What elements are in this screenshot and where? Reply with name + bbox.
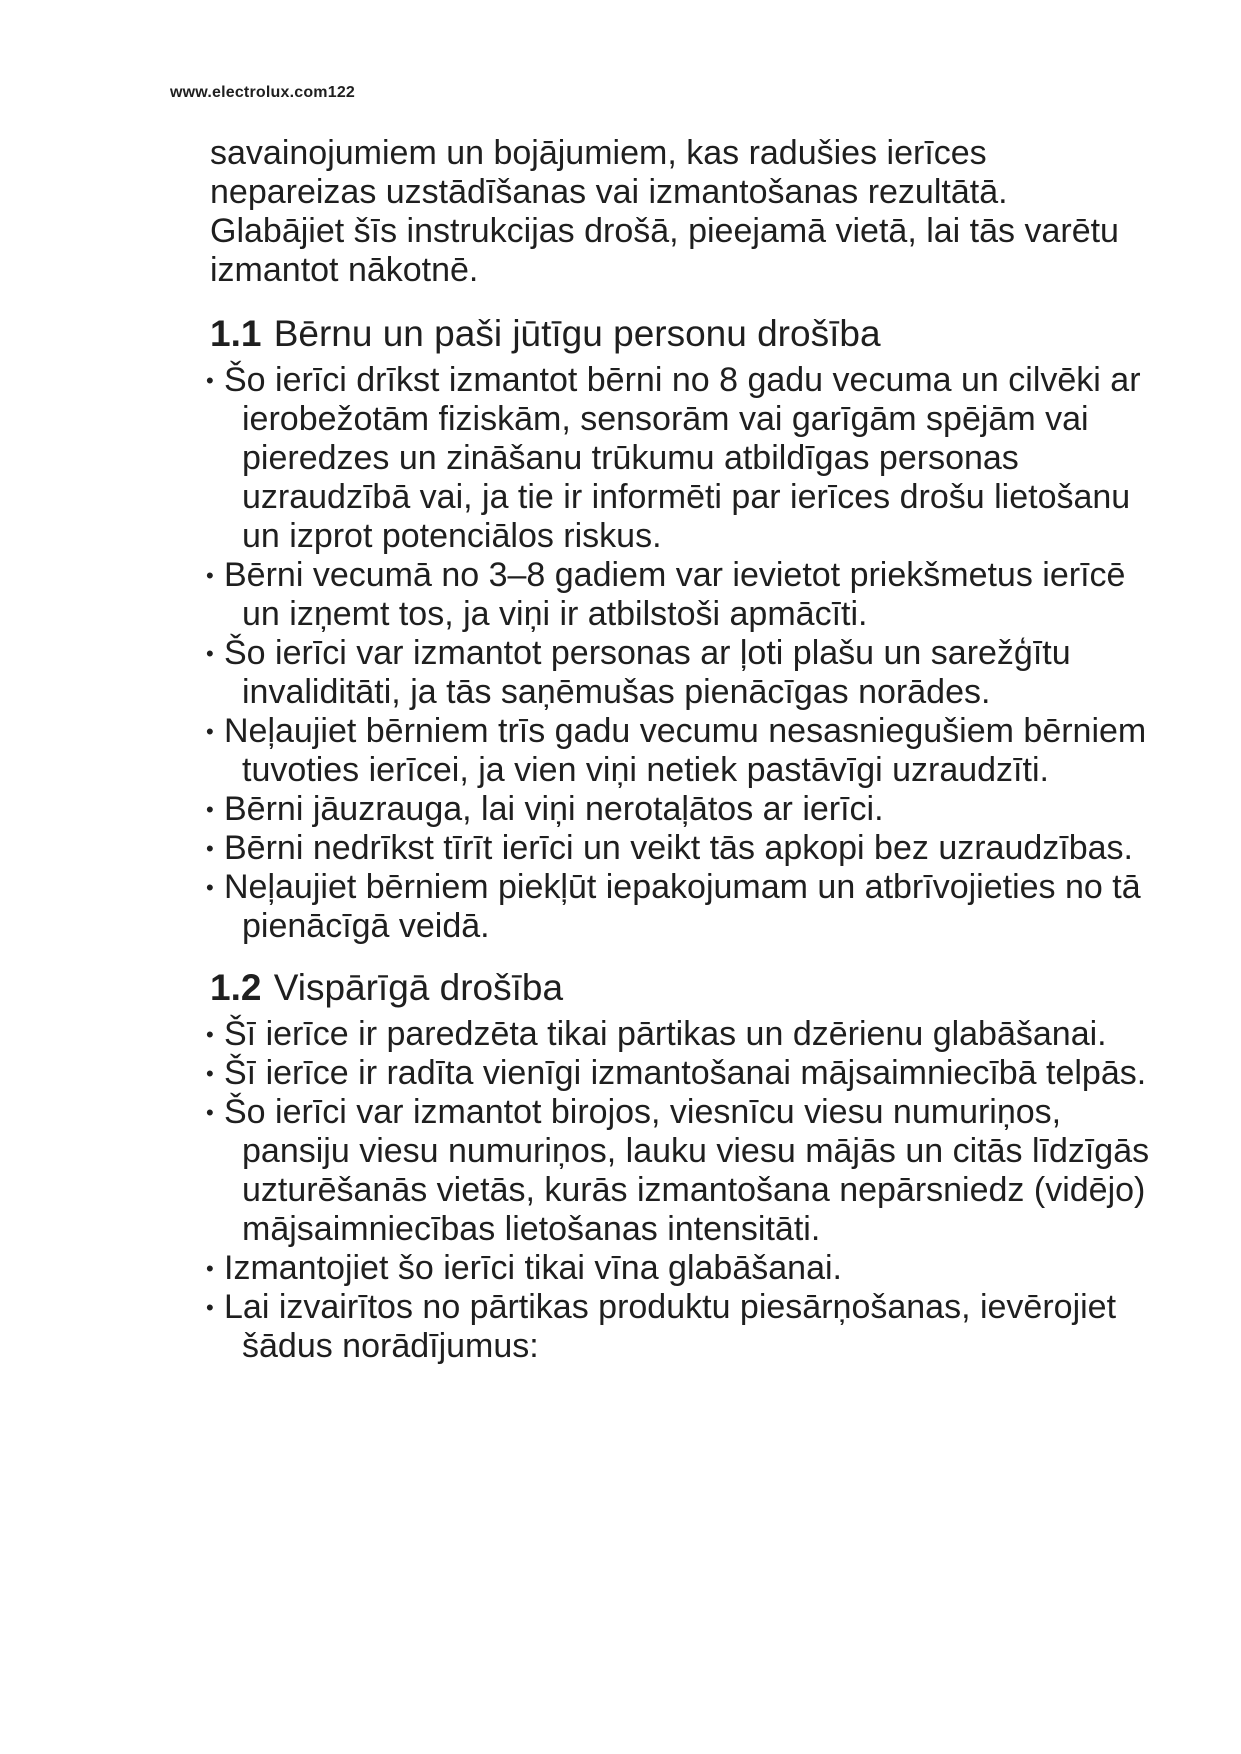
intro-line: savainojumiem un bojājumiem, kas radušies ierīces nepareizas uzstādīšanas vai izmantošanas rezultātā. — [210, 134, 1008, 211]
list-item: • Bērni jāuzrauga, lai viņi nerotaļātos ar ierīci. — [210, 790, 1150, 829]
page-header: www.electrolux.com122 — [170, 84, 356, 101]
intro-line: Glabājiet šīs instrukcijas drošā, pieejamā vietā, lai tās varētu izmantot nākotnē. — [210, 212, 1119, 289]
list-item: • Neļaujiet bērniem trīs gadu vecumu nesasniegušiem bērniem tuvoties ierīcei, ja vien viņi netiek pastāvīgi uzraudzīti. — [210, 712, 1150, 790]
section-title: Bērnu un paši jūtīgu personu drošība — [273, 313, 881, 354]
list-item: • Šī ierīce ir paredzēta tikai pārtikas un dzērienu glabāšanai. — [210, 1015, 1150, 1054]
list-item: • Šī ierīce ir radīta vienīgi izmantošanai mājsaimniecībā telpās. — [210, 1054, 1150, 1093]
list-item: • Lai izvairītos no pārtikas produktu piesārņošanas, ievērojiet šādus norādījumus: — [210, 1288, 1150, 1366]
intro-paragraph — [210, 134, 1150, 290]
list-item: • Izmantojiet šo ierīci tikai vīna glabāšanai. — [210, 1249, 1150, 1288]
list-item: • Šo ierīci drīkst izmantot bērni no 8 gadu vecuma un cilvēki ar ierobežotām fiziskām, sensorām vai garīgām spējām vai pieredzes un zināšanu trūkumu atbildīgas personas uzraudzībā vai, ja tie ir informēti par ierīces drošu lietošanu un izprot potenciālos riskus. — [210, 361, 1150, 556]
section-heading-1-1 — [210, 312, 1150, 356]
list-item: • Neļaujiet bērniem piekļūt iepakojumam un atbrīvojieties no tā pienācīgā veidā. — [210, 868, 1150, 946]
section-number: 1.2 — [210, 967, 262, 1008]
section-title: Vispārīgā drošība — [273, 967, 564, 1008]
section-number: 1.1 — [210, 313, 262, 354]
document-body — [210, 134, 1150, 1366]
list-item: • Bērni vecumā no 3–8 gadiem var ievietot priekšmetus ierīcē un izņemt tos, ja viņi ir atbilstoši apmācīti. — [210, 556, 1150, 634]
section-heading-1-2 — [210, 966, 1150, 1010]
general-safety-list — [210, 1015, 1150, 1366]
list-item: • Šo ierīci var izmantot birojos, viesnīcu viesu numuriņos, pansiju viesu numuriņos, lauku viesu mājās un citās līdzīgās uzturēšanās vietās, kurās izmantošana nepārsniedz (vidējo) mājsaimniecības lietošanas intensitāti. — [210, 1093, 1150, 1249]
list-item: • Bērni nedrīkst tīrīt ierīci un veikt tās apkopi bez uzraudzības. — [210, 829, 1150, 868]
list-item: • Šo ierīci var izmantot personas ar ļoti plašu un sarežģītu invaliditāti, ja tās saņēmušas pienācīgas norādes. — [210, 634, 1150, 712]
child-safety-list — [210, 361, 1150, 946]
